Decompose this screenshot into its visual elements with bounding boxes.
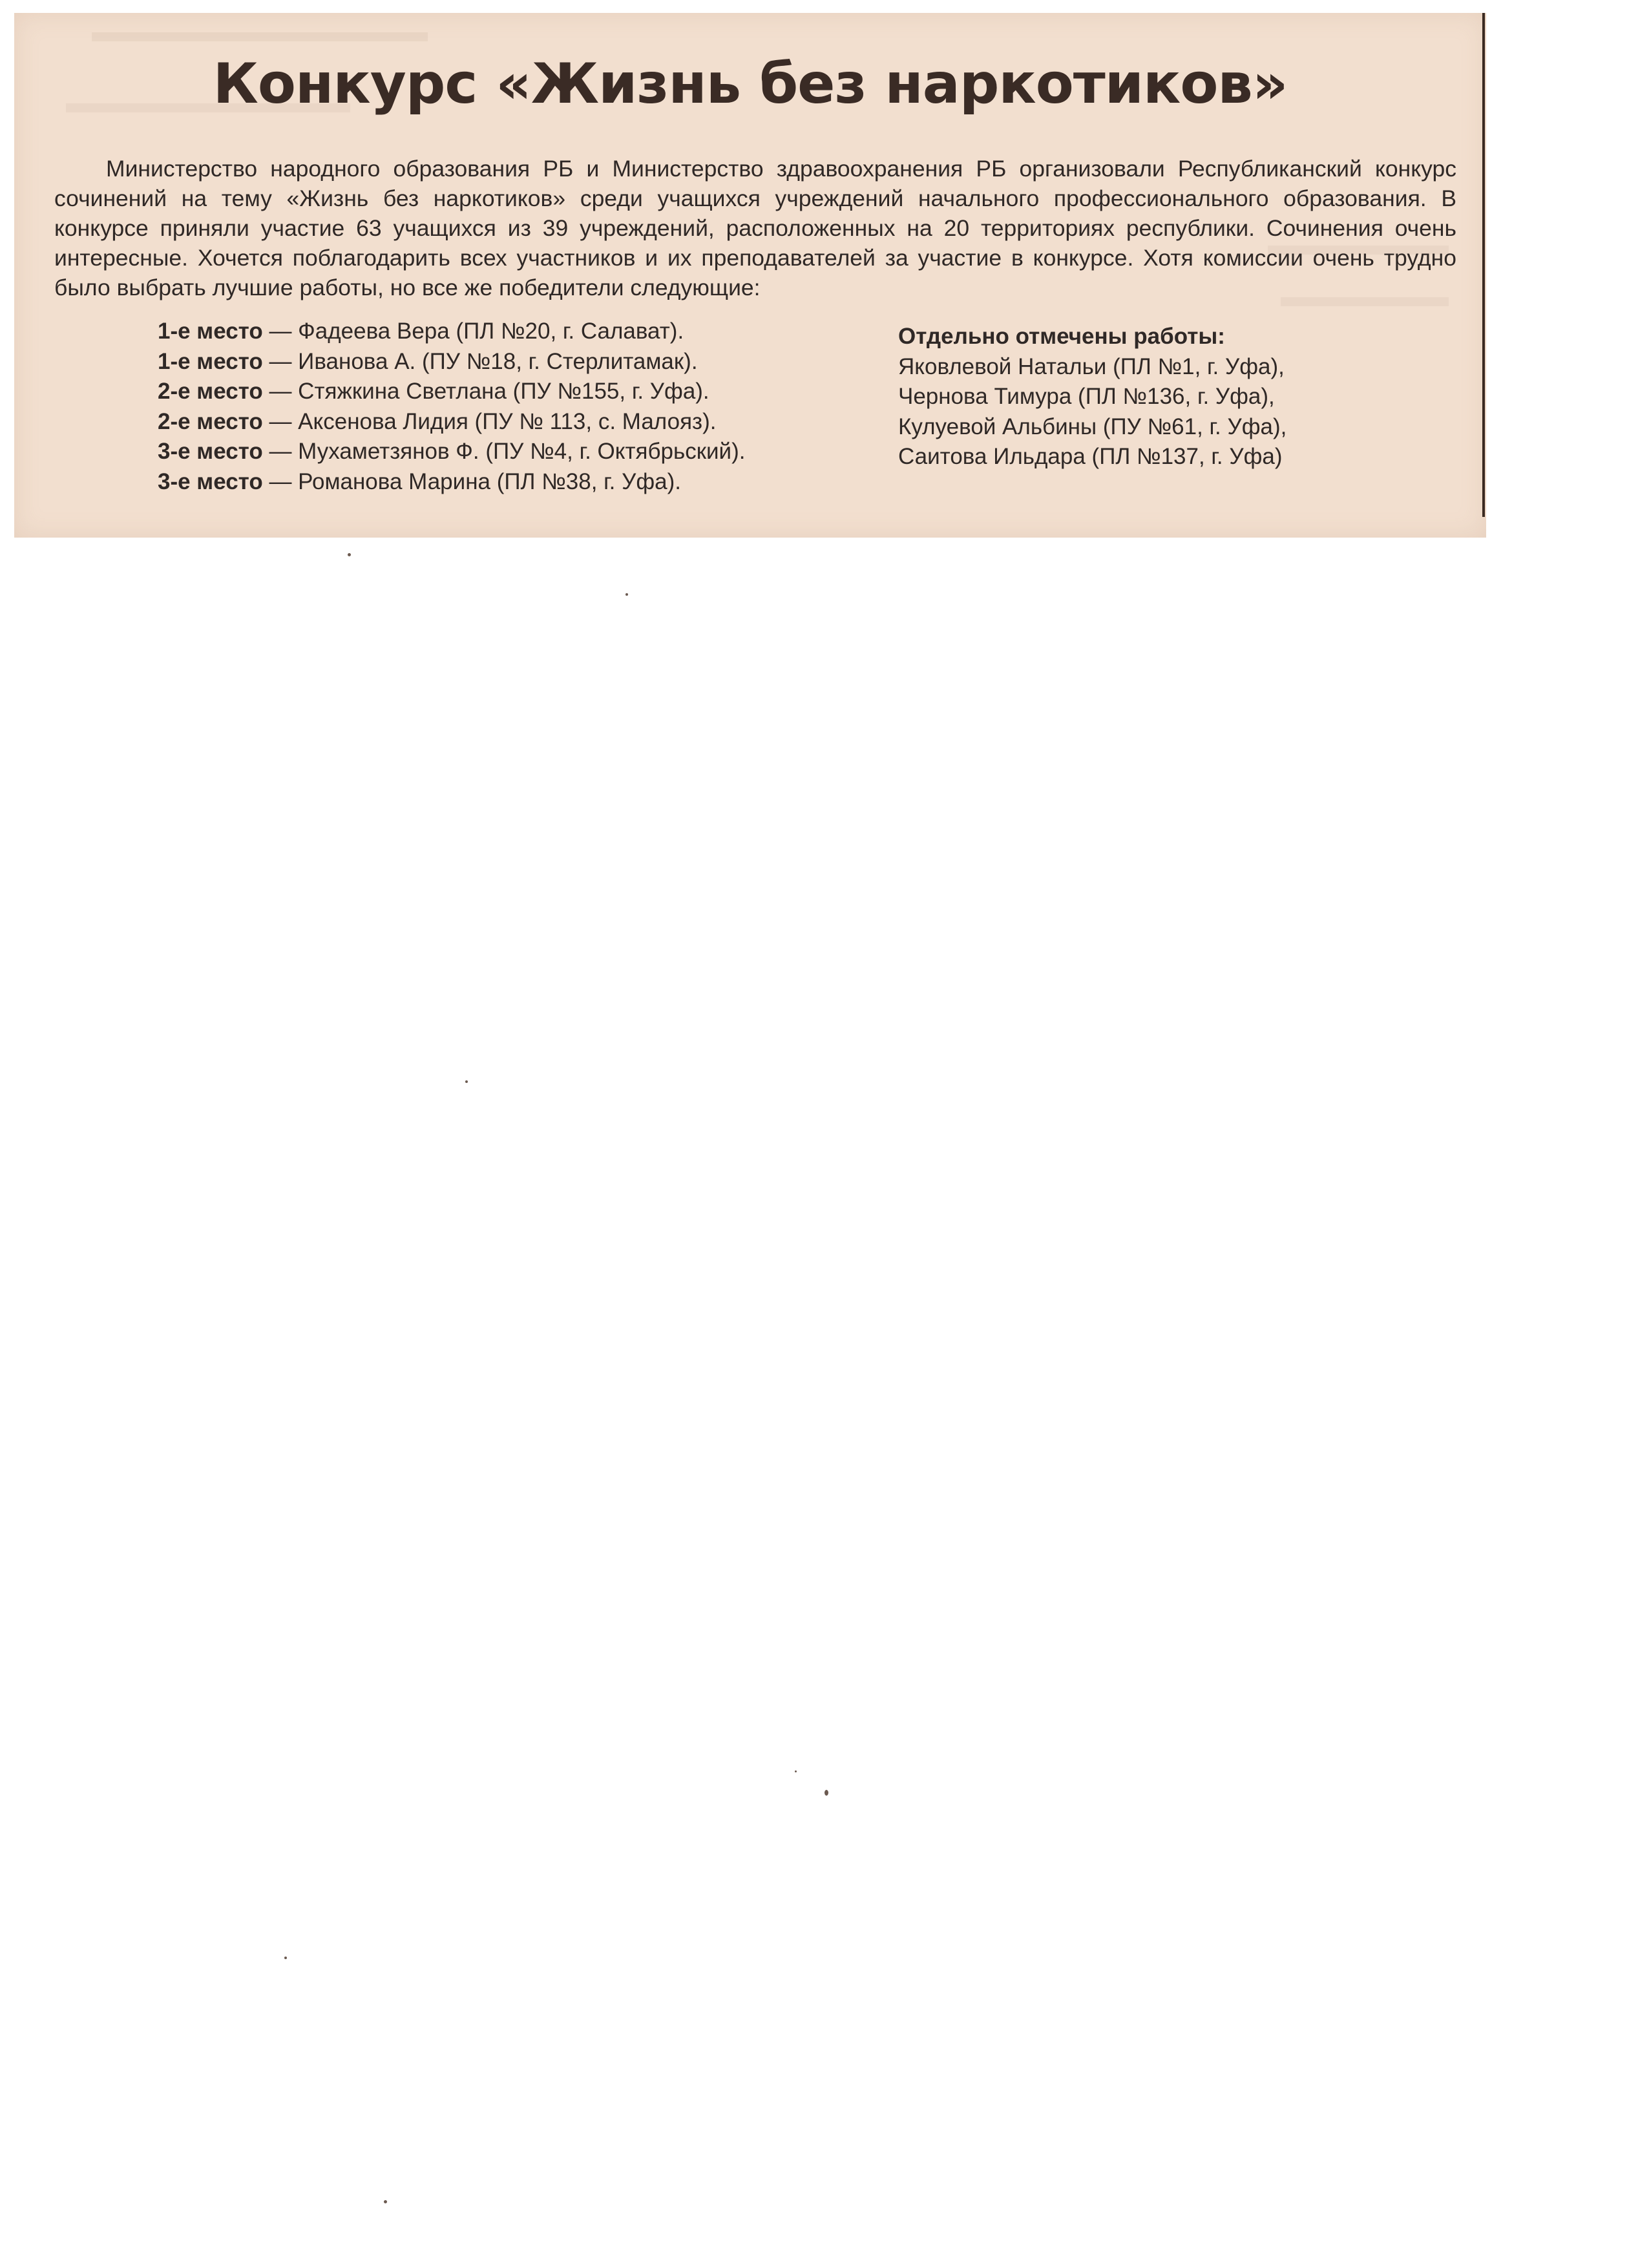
dust-speck bbox=[465, 1080, 468, 1083]
article-headline: Конкурс «Жизнь без наркотиков» bbox=[213, 52, 1288, 116]
winner-entry: — Иванова А. (ПУ №18, г. Стерлитамак). bbox=[262, 348, 698, 374]
winners-list bbox=[158, 317, 746, 497]
bleed-through-mark bbox=[92, 32, 428, 41]
list-item bbox=[158, 347, 746, 377]
winner-place: 3-е место bbox=[158, 468, 263, 494]
list-item: Кулуевой Альбины (ПУ №61, г. Уфа), bbox=[898, 414, 1287, 439]
dust-speck bbox=[795, 1770, 797, 1772]
winner-entry: — Аксенова Лидия (ПУ № 113, с. Малояз). bbox=[262, 408, 717, 434]
winner-place: 2-е место bbox=[158, 408, 263, 434]
winner-place: 1-е место bbox=[158, 348, 263, 374]
newspaper-clipping bbox=[14, 13, 1486, 538]
list-item bbox=[158, 467, 746, 498]
dust-speck bbox=[625, 593, 628, 596]
noted-works-title: Отдельно отмечены работы: bbox=[898, 324, 1225, 349]
list-item bbox=[158, 317, 746, 347]
winner-place: 2-е место bbox=[158, 379, 263, 404]
dust-speck bbox=[348, 553, 351, 556]
list-item: Саитова Ильдара (ПЛ №137, г. Уфа) bbox=[898, 444, 1283, 469]
dust-speck bbox=[284, 1957, 287, 1959]
winner-place: 3-е место bbox=[158, 439, 263, 464]
clipping-edge-shadow bbox=[1482, 13, 1485, 517]
list-item bbox=[158, 437, 746, 467]
winner-place: 1-е место bbox=[158, 319, 263, 344]
list-item: Чернова Тимура (ПЛ №136, г. Уфа), bbox=[898, 384, 1275, 409]
list-item bbox=[158, 407, 746, 437]
dust-speck bbox=[824, 1790, 828, 1796]
noted-works bbox=[898, 322, 1287, 472]
winner-entry: — Фадеева Вера (ПЛ №20, г. Салават). bbox=[262, 319, 684, 344]
winner-entry: — Романова Марина (ПЛ №38, г. Уфа). bbox=[262, 468, 681, 494]
noted-works-list bbox=[898, 352, 1287, 472]
dust-speck bbox=[384, 2200, 387, 2203]
list-item bbox=[158, 377, 746, 407]
article-body: Министерство народного образования РБ и Министерство здравоохранения РБ организовали Республиканский конкурс сочинений на тему «Жизнь без наркотиков» среди учащихся учреждений начального профессионального образования. В конкурсе приняли участие 63 учащихся из 39 учреждений, расположенных на 20 территориях республики. Сочинения очень интересные. Хочется поблагодарить всех участников и их преподавателей за участие в конкурсе. Хотя комиссии очень трудно было выбрать лучшие работы, но все же победители следующие: bbox=[54, 156, 1456, 300]
winner-entry: — Стяжкина Светлана (ПУ №155, г. Уфа). bbox=[262, 379, 709, 404]
winner-entry: — Мухаметзянов Ф. (ПУ №4, г. Октябрьский). bbox=[262, 439, 746, 464]
list-item: Яковлевой Натальи (ПЛ №1, г. Уфа), bbox=[898, 353, 1285, 379]
